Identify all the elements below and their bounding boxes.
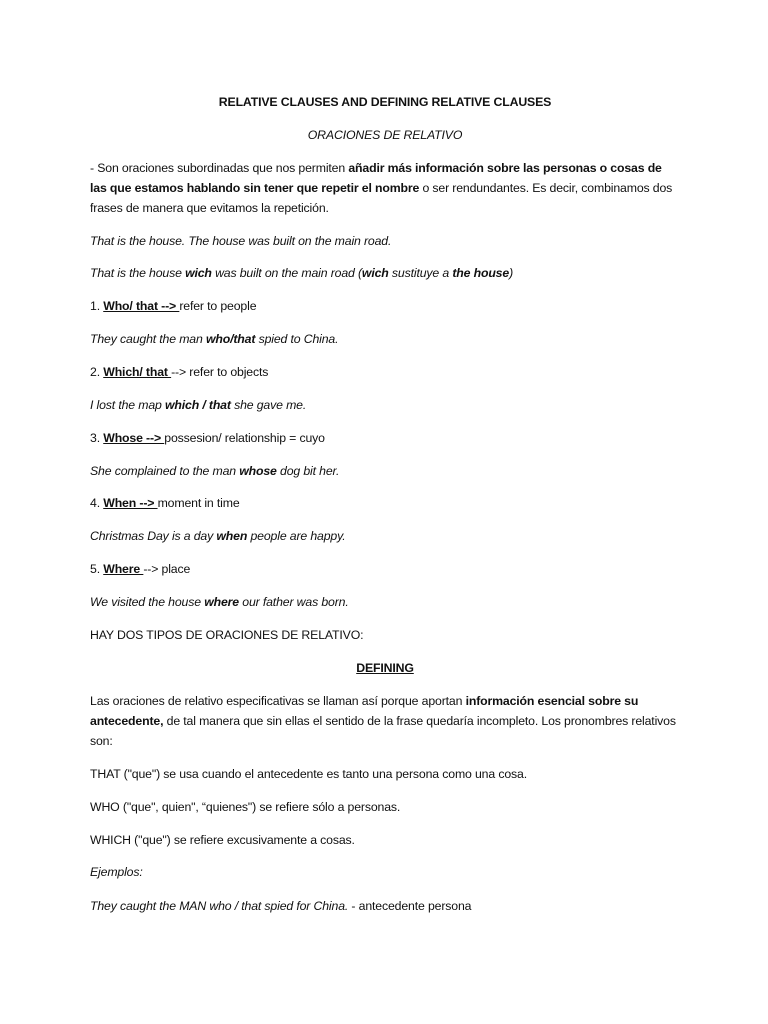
- text-run: our father was born.: [239, 595, 349, 609]
- item-number: 5.: [90, 562, 104, 576]
- bold-run: whose: [239, 464, 277, 478]
- pronoun-example: [90, 461, 680, 481]
- text-run: she gave me.: [230, 398, 307, 412]
- text-run: We visited the house: [90, 595, 205, 609]
- text-run: They caught the man: [90, 332, 206, 346]
- pronoun-word: Which/ that: [103, 365, 172, 379]
- item-number: 4.: [90, 496, 104, 510]
- pronoun-item: [90, 559, 680, 579]
- bold-run: wich: [361, 266, 389, 280]
- bold-run: where: [204, 595, 239, 609]
- which-definition: WHICH ("que") se refiere excusivamente a cosas.: [90, 833, 355, 847]
- bold-run: which / that: [164, 398, 231, 412]
- pronoun-example: [90, 526, 680, 546]
- text-run: - antecedente persona: [348, 899, 472, 913]
- text-run: They caught the MAN who / that spied for China.: [90, 899, 349, 913]
- pronoun-word: Where: [103, 562, 144, 576]
- text-run: o ser rendundantes. Es decir, combinamos dos frases de manera que evitamos la repetición.: [90, 181, 673, 215]
- document-subtitle: ORACIONES DE RELATIVO: [307, 128, 463, 142]
- pronoun-description: moment in time: [157, 496, 240, 510]
- bold-run: when: [216, 529, 248, 543]
- text-run: She complained to the man: [90, 464, 240, 478]
- pronoun-description: --> refer to objects: [171, 365, 269, 379]
- text-run: spied to China.: [255, 332, 339, 346]
- bold-run: añadir más información sobre las personas o cosas de las que estamos hablando sin tener que repetir el nombre: [90, 161, 662, 195]
- item-number: 2.: [90, 365, 104, 379]
- bold-run: información esencial sobre su antecedente,: [90, 694, 639, 728]
- pronoun-item: [90, 296, 680, 316]
- that-definition: THAT ("que") se usa cuando el antecedente es tanto una persona como una cosa.: [90, 767, 527, 781]
- text-run: de tal manera que sin ellas el sentido de la frase quedaría incompleto. Los pronombres relativos son:: [90, 714, 676, 748]
- pronoun-item: [90, 493, 680, 513]
- text-run: sustituye a: [388, 266, 453, 280]
- example-sentence: [90, 263, 680, 283]
- bold-run: who/that: [205, 332, 256, 346]
- bold-run: the house: [452, 266, 510, 280]
- text-run: was built on the main road (: [211, 266, 362, 280]
- example-sentence: That is the house. The house was built on the main road.: [90, 234, 392, 248]
- pronoun-item: [90, 428, 680, 448]
- text-run: Las oraciones de relativo especificativas se llaman así porque aportan: [90, 694, 466, 708]
- text-run: ): [509, 266, 514, 280]
- document-title: RELATIVE CLAUSES AND DEFINING RELATIVE CLAUSES: [218, 95, 552, 109]
- item-number: 3.: [90, 431, 104, 445]
- bold-run: wich: [185, 266, 212, 280]
- examples-label: Ejemplos:: [90, 865, 143, 879]
- pronoun-example: [90, 592, 680, 612]
- defining-example: [90, 896, 680, 916]
- text-run: That is the house: [90, 266, 186, 280]
- pronoun-description: refer to people: [179, 299, 257, 313]
- pronoun-word: When -->: [103, 496, 158, 510]
- pronoun-word: Whose -->: [103, 431, 165, 445]
- text-run: people are happy.: [247, 529, 346, 543]
- pronoun-word: Who/ that -->: [103, 299, 180, 313]
- types-heading: HAY DOS TIPOS DE ORACIONES DE RELATIVO:: [90, 628, 364, 642]
- item-number: 1.: [90, 299, 104, 313]
- defining-paragraph: [90, 691, 680, 751]
- defining-heading: DEFINING: [356, 661, 414, 675]
- intro-paragraph: [90, 158, 680, 218]
- who-definition: WHO ("que", quien", “quienes") se refiere sólo a personas.: [90, 800, 401, 814]
- text-run: Christmas Day is a day: [90, 529, 217, 543]
- text-run: dog bit her.: [276, 464, 340, 478]
- text-run: - Son oraciones subordinadas que nos permiten: [90, 161, 349, 175]
- text-run: I lost the map: [90, 398, 165, 412]
- pronoun-example: [90, 395, 680, 415]
- pronoun-description: --> place: [143, 562, 191, 576]
- pronoun-item: [90, 362, 680, 382]
- pronoun-example: [90, 329, 680, 349]
- pronoun-description: possesion/ relationship = cuyo: [164, 431, 325, 445]
